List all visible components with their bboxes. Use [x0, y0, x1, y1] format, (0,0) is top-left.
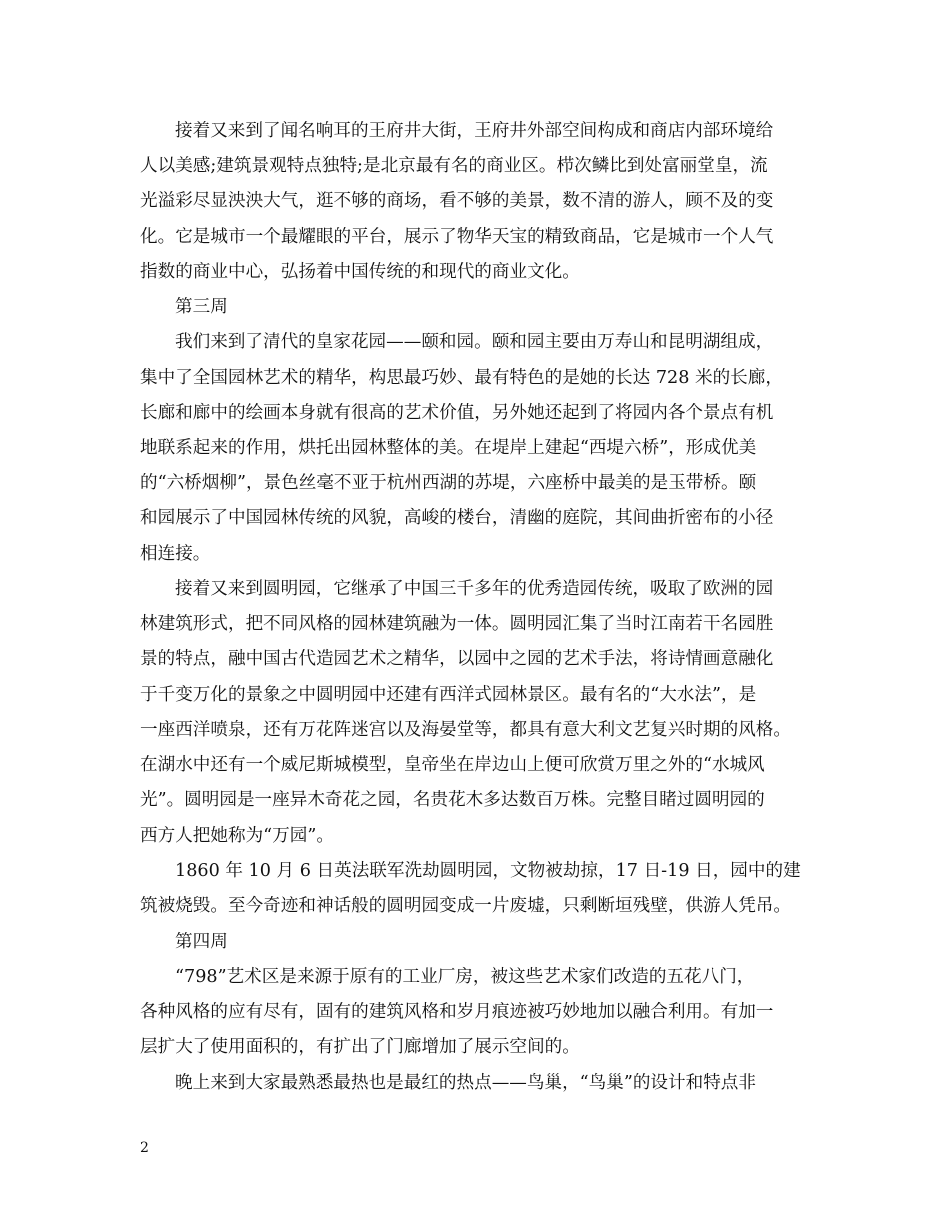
paragraph-line: 长廊和廊中的绘画本身就有很高的艺术价值，另外她还起到了将园内各个景点有机 [140, 403, 774, 423]
paragraph-line: 我们来到了清代的皇家花园——颐和园。颐和园主要由万寿山和昆明湖组成， [175, 332, 774, 352]
section-heading-week-4: 第四周 [175, 932, 228, 952]
paragraph-line: 林建筑形式，把不同风格的园林建筑融为一体。圆明园汇集了当时江南若干名园胜 [140, 614, 774, 634]
paragraph-line: 于千变万化的景象之中圆明园中还建有西洋式园林景区。最有名的“大水法”，是 [140, 685, 757, 705]
section-heading-week-3: 第三周 [175, 297, 228, 317]
paragraph-line: 层扩大了使用面积的，有扩出了门廊增加了展示空间的。 [140, 1037, 580, 1057]
page-number: 2 [140, 1140, 149, 1156]
paragraph-line: “798”艺术区是来源于原有的工业厂房，被这些艺术家们改造的五花八门， [175, 967, 755, 987]
paragraph-line: 地联系起来的作用，烘托出园林整体的美。在堤岸上建起“西堤六桥”，形成优美 [140, 438, 757, 458]
paragraph-line: 西方人把她称为“万园”。 [140, 826, 334, 846]
paragraph-line: 的“六桥烟柳”，景色丝毫不亚于杭州西湖的苏堤，六座桥中最美的是玉带桥。颐 [140, 473, 757, 493]
paragraph-line: 光”。圆明园是一座异木奇花之园，名贵花木多达数百万株。完整目睹过圆明园的 [140, 790, 765, 810]
paragraph-line: 指数的商业中心，弘扬着中国传统的和现代的商业文化。 [140, 262, 580, 282]
paragraph-line: 和园展示了中国园林传统的风貌，高峻的楼台，清幽的庭院，其间曲折密布的小径 [140, 508, 774, 528]
paragraph-line: 晚上来到大家最熟悉最热也是最红的热点——鸟巢，“鸟巢”的设计和特点非 [175, 1073, 756, 1093]
paragraph-line: 接着又来到了闻名响耳的王府井大街，王府井外部空间构成和商店内部环境给 [175, 121, 774, 141]
paragraph-line: 集中了全国园林艺术的精华，构思最巧妙、最有特色的是她的长达 728 米的长廊， [140, 368, 783, 388]
paragraph-line: 各种风格的应有尽有，固有的建筑风格和岁月痕迹被巧妙地加以融合利用。有加一 [140, 1002, 774, 1022]
paragraph-line: 1860 年 10 月 6 日英法联军洗劫圆明园，文物被劫掠，17 日-19 日，园中的建 [175, 861, 801, 881]
paragraph-line: 在湖水中还有一个威尼斯城模型，皇帝坐在岸边山上便可欣赏万里之外的“水城风 [140, 755, 765, 775]
paragraph-line: 景的特点，融中国古代造园艺术之精华，以园中之园的艺术手法，将诗情画意融化 [140, 649, 774, 669]
paragraph-line: 筑被烧毁。至今奇迹和神话般的圆明园变成一片废墟，只剩断垣残壁，供游人凭吊。 [140, 896, 791, 916]
paragraph-line: 相连接。 [140, 544, 211, 564]
paragraph-line: 人以美感;建筑景观特点独特;是北京最有名的商业区。栉次鳞比到处富丽堂皇，流 [140, 156, 768, 176]
paragraph-line: 光溢彩尽显泱泱大气，逛不够的商场，看不够的美景，数不清的游人，顾不及的变 [140, 191, 774, 211]
paragraph-line: 化。它是城市一个最耀眼的平台，展示了物华天宝的精致商品，它是城市一个人气 [140, 227, 774, 247]
paragraph-line: 接着又来到圆明园，它继承了中国三千多年的优秀造园传统，吸取了欧洲的园 [175, 579, 774, 599]
paragraph-line: 一座西洋喷泉，还有万花阵迷宫以及海晏堂等，都具有意大利文艺复兴时期的风格。 [140, 720, 791, 740]
